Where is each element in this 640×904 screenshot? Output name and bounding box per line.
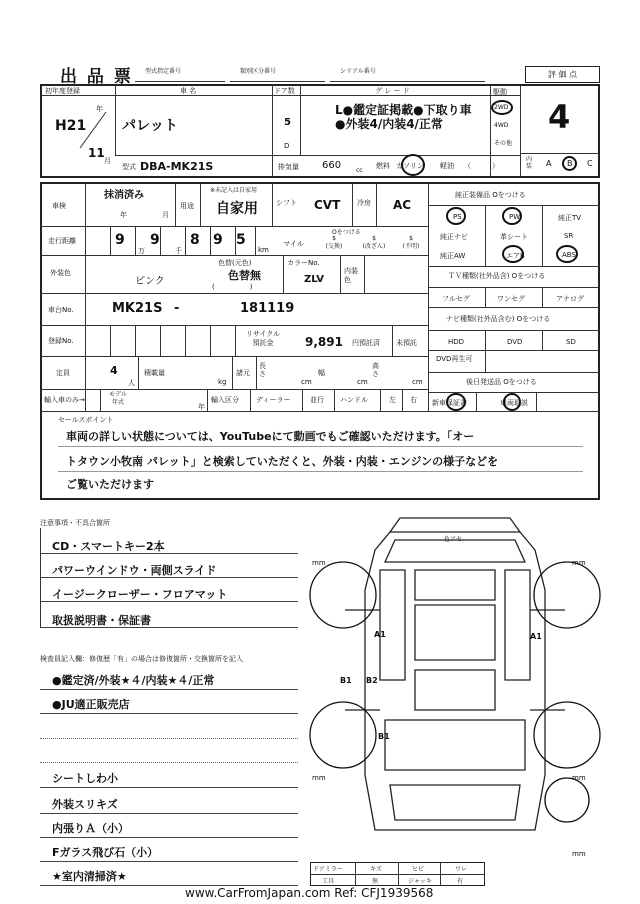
interior-b: B (567, 159, 573, 168)
inspection-label: 車検 (52, 202, 66, 210)
mileage-man: 万 (138, 247, 145, 255)
date-slash (78, 110, 108, 150)
fuel-other: （ ） (464, 162, 499, 170)
opt-ps-circle (446, 207, 466, 225)
ac-label: 冷房 (357, 199, 371, 207)
use-value: 自家用 (216, 201, 258, 217)
car-name: パレット (122, 118, 178, 134)
grade-value: L●鑑定証掲載●下取り車●外装4/内装4/正常 (335, 103, 472, 131)
color-label: 外装色 (50, 269, 71, 277)
diagram-fade-mark: 色アセ (444, 536, 462, 543)
mark-a1-right: A1 (530, 632, 542, 641)
interior-grade-label: 内装 (526, 156, 533, 170)
capacity-unit: 人 (128, 379, 135, 387)
note-item-1: CD・スマートキー2本 (40, 532, 298, 554)
mark-b2: B2 (366, 676, 378, 685)
serial-label: シリアル番号 (340, 68, 376, 75)
legend-mirror: ドアミラー (313, 866, 343, 873)
inspector-item-2: ●JU適正販売店 (40, 692, 298, 714)
sales-line-2: トタウン小牧南 パレット」と検索していただくと、外装・内装・エンジンの様子などを (66, 455, 499, 468)
first-reg-label: 初年度登録 (45, 87, 80, 95)
opt-airbag: エアB (506, 252, 525, 260)
color-no-value: ZLV (304, 274, 324, 285)
swap-tamper: $ (改ざん) (362, 235, 386, 250)
frame-number: 181119 (240, 301, 295, 316)
tv-label: ＴＶ種類(社外品含) Oをつける (448, 272, 546, 280)
navi-label: ナビ種類(社外品含む) Oをつける (446, 315, 551, 323)
mileage-label: 走行距離 (48, 237, 76, 245)
displacement-unit: cc (356, 167, 363, 174)
opt-leather: 革シート (500, 233, 528, 241)
color-value: ピンク (135, 276, 165, 287)
tv-analog: アナログ (556, 295, 584, 303)
repaint-value: 色替無 (228, 269, 261, 282)
registry-label: 登録No. (48, 337, 74, 345)
mileage-digit-4: 9 (213, 232, 223, 248)
dim-length-cm: cm (301, 378, 312, 386)
model-code-field (135, 66, 225, 82)
opt-navi: 純正ナビ (440, 233, 468, 241)
mileage-sen: 千 (175, 247, 182, 255)
ac-value: AC (393, 198, 412, 212)
insp-month: 月 (162, 211, 169, 219)
first-reg-era: H21 (55, 118, 87, 134)
handle-right: 右 (410, 396, 417, 404)
legend-jack-val: 有 (457, 878, 464, 885)
navi-sd: SD (566, 338, 576, 346)
note-item-4: 取扱説明書・保証書 (40, 604, 298, 628)
opt-abs-circle (556, 245, 578, 263)
mm-right-3: mm (572, 850, 586, 858)
mileage-mile: マイル (283, 240, 304, 248)
shift-label: シフト (276, 199, 297, 207)
model-code-label: 型式指定番号 (145, 68, 182, 75)
drive-label: 駆動 (493, 88, 507, 96)
genuine-label: 純正装備品 Oをつける (455, 191, 526, 199)
model-year-label: モデル 年式 (109, 391, 127, 406)
recycle-label: リサイクル 預託金 (245, 330, 281, 347)
interior-c: C (587, 159, 593, 168)
first-reg-month: 11 (88, 146, 105, 160)
mark-a1-left: A1 (374, 630, 386, 639)
opt-sr: SR (564, 232, 574, 240)
opt-abs: ABS (562, 251, 576, 259)
mm-right-1: mm (572, 559, 586, 567)
legend-break: ワレ (455, 866, 468, 873)
displacement-value: 660 (322, 160, 342, 171)
inspector-item-8: Fガラス飛び石（小） (40, 842, 298, 862)
year-suffix: 年 (96, 105, 103, 113)
score-value: 4 (548, 98, 571, 136)
legend-tools-val: 無 (372, 878, 379, 885)
opt-aw: 純正AW (440, 252, 466, 260)
inspector-item-9: ★室内清掃済★ (40, 866, 298, 886)
grade-label: グ レ ー ド (375, 87, 410, 95)
capacity-label: 定員 (56, 369, 70, 377)
mileage-km: km (258, 246, 269, 254)
mileage-digit-5: 5 (236, 232, 246, 248)
legend-crack: ヒビ (412, 866, 425, 873)
displacement-label: 排気量 (278, 163, 299, 171)
fuel-label: 燃料 (376, 162, 390, 170)
tv-full: フルセグ (442, 295, 470, 303)
inspection-status: 抹消済み (104, 190, 144, 201)
frame-prefix: MK21S (112, 301, 163, 316)
inspector-label: 検査員記入欄：修復歴「有」の場合は修復箇所・交換箇所を記入 (40, 655, 243, 663)
recycle-unit: 円預託済 (352, 339, 380, 347)
import-year: 年 (198, 403, 205, 411)
recycle-value: 9,891 (305, 335, 343, 349)
dim-length: 長さ (259, 362, 266, 378)
mileage-digit-2: 9 (150, 232, 160, 248)
docs-label: 後日発送品 Oをつける (466, 378, 537, 386)
repaint-paren: ( ) (212, 283, 253, 291)
opt-ps: PS (453, 213, 462, 221)
drive-2wd: 2WD (494, 104, 509, 111)
fuel-circle (401, 154, 425, 176)
interior-circle (562, 156, 577, 171)
docs-manual: 車両取説 (500, 399, 528, 407)
legend-jack: ジャッキ (408, 878, 432, 885)
score-header (525, 66, 600, 83)
dims-label: 諸元 (236, 369, 250, 377)
sales-line-3: ご覧いただけます (66, 478, 154, 491)
category-field (230, 66, 325, 82)
tv-one: ワンセグ (497, 295, 525, 303)
opt-pw-circle (502, 207, 522, 225)
drive-4wd: 4WD (494, 122, 509, 129)
capacity-value: 4 (110, 364, 118, 377)
inspector-item-7: 内張りＡ（小） (40, 818, 298, 838)
car-name-label: 車 名 (180, 87, 197, 95)
import-parallel: 並行 (310, 396, 324, 404)
recycle-unpaid: 未預託 (396, 339, 417, 347)
doors-value: 5 (284, 117, 291, 128)
legend-scratch: キズ (370, 866, 382, 873)
repaint-label: 色替(元色) (218, 259, 252, 267)
navi-hdd: HDD (448, 338, 465, 346)
mm-left-2: mm (312, 774, 326, 782)
inspector-item-5: シートしわ小 (40, 768, 298, 788)
mileage-digit-1: 9 (115, 232, 125, 248)
use-note: ※未記入は自家用 (210, 187, 258, 194)
navi-dvd: DVD (507, 338, 523, 346)
notes-label: 注意事項・不具合箇所 (40, 519, 110, 527)
note-item-3: イージークローザー・フロアマット (40, 580, 298, 602)
opt-airbag-circle (502, 245, 524, 263)
sales-line-1: 車両の詳しい状態については、YouTubeにて動画でもご確認いただけます。「オー (66, 430, 475, 443)
dim-height: 高さ (372, 362, 379, 378)
fuel-gasoline: ガソリン (396, 162, 424, 170)
mileage-digit-3: 8 (190, 232, 200, 248)
handle-label: ハンドル (340, 396, 368, 404)
drive-other: その他 (494, 140, 513, 147)
docs-warranty: 新車保証書 (432, 399, 467, 407)
dim-width-cm: cm (357, 378, 368, 386)
note-item-2: パワーウインドウ・両側スライド (40, 556, 298, 578)
swap-hint: Oをつける (332, 229, 361, 236)
opt-pw: PW (509, 213, 521, 221)
swap-unknown: $ (不明) (402, 235, 420, 250)
docs-warranty-circle (446, 393, 466, 411)
frame-label: 車台No. (48, 306, 74, 314)
car-diagram (305, 510, 605, 860)
form-title: 出 品 票 (60, 67, 133, 87)
use-label: 用途 (180, 202, 194, 210)
footer-ref: www.CarFromJapan.com Ref: CFJ1939568 (185, 886, 434, 900)
month-suffix: 月 (104, 157, 111, 165)
handle-left: 左 (389, 396, 396, 404)
diesel-label: 軽油 (440, 162, 454, 170)
import-label: 輸入車のみ→ (44, 396, 85, 404)
doors-label: ドア数 (274, 87, 295, 95)
mm-right-2: mm (572, 774, 586, 782)
category-label: 類別区分番号 (240, 68, 277, 75)
frame-dash: - (174, 301, 180, 316)
drive-circle (491, 100, 513, 115)
swap-exchange: $ (交換) (325, 235, 343, 250)
dim-height-cm: cm (412, 378, 423, 386)
serial-field (330, 66, 485, 82)
inspector-item-6: 外装スリキズ (40, 794, 298, 814)
score-label: 評 価 点 (547, 70, 578, 79)
mm-left-1: mm (312, 559, 326, 567)
mark-b1-left: B1 (340, 676, 352, 685)
type-value: DBA-MK21S (140, 160, 214, 173)
shift-value: CVT (314, 198, 341, 212)
opt-tv: 純正TV (558, 214, 582, 222)
load-label: 積載量 (144, 369, 165, 377)
import-dealer: ディーラー (256, 396, 291, 404)
type-label: 型式 (122, 163, 136, 171)
docs-manual-circle (503, 393, 521, 411)
insp-year: 年 (120, 211, 127, 219)
import-type-label: 輸入区分 (211, 396, 239, 404)
interior-a: A (546, 159, 552, 168)
load-kg: kg (218, 378, 227, 386)
mark-b1-bottom: B1 (378, 732, 390, 741)
sales-label: セールスポイント (58, 416, 114, 424)
dim-width: 幅 (318, 369, 325, 377)
color-no-label: カラーNo. (287, 259, 320, 267)
interior-color-label: 内装色 (344, 267, 358, 284)
legend-tools: 工具 (322, 878, 335, 885)
dvd-playback: DVD再生可 (436, 355, 473, 363)
inspector-item-1: ●鑑定済/外装★４/内装★４/正常 (40, 668, 298, 690)
doors-unit: D (284, 142, 290, 150)
